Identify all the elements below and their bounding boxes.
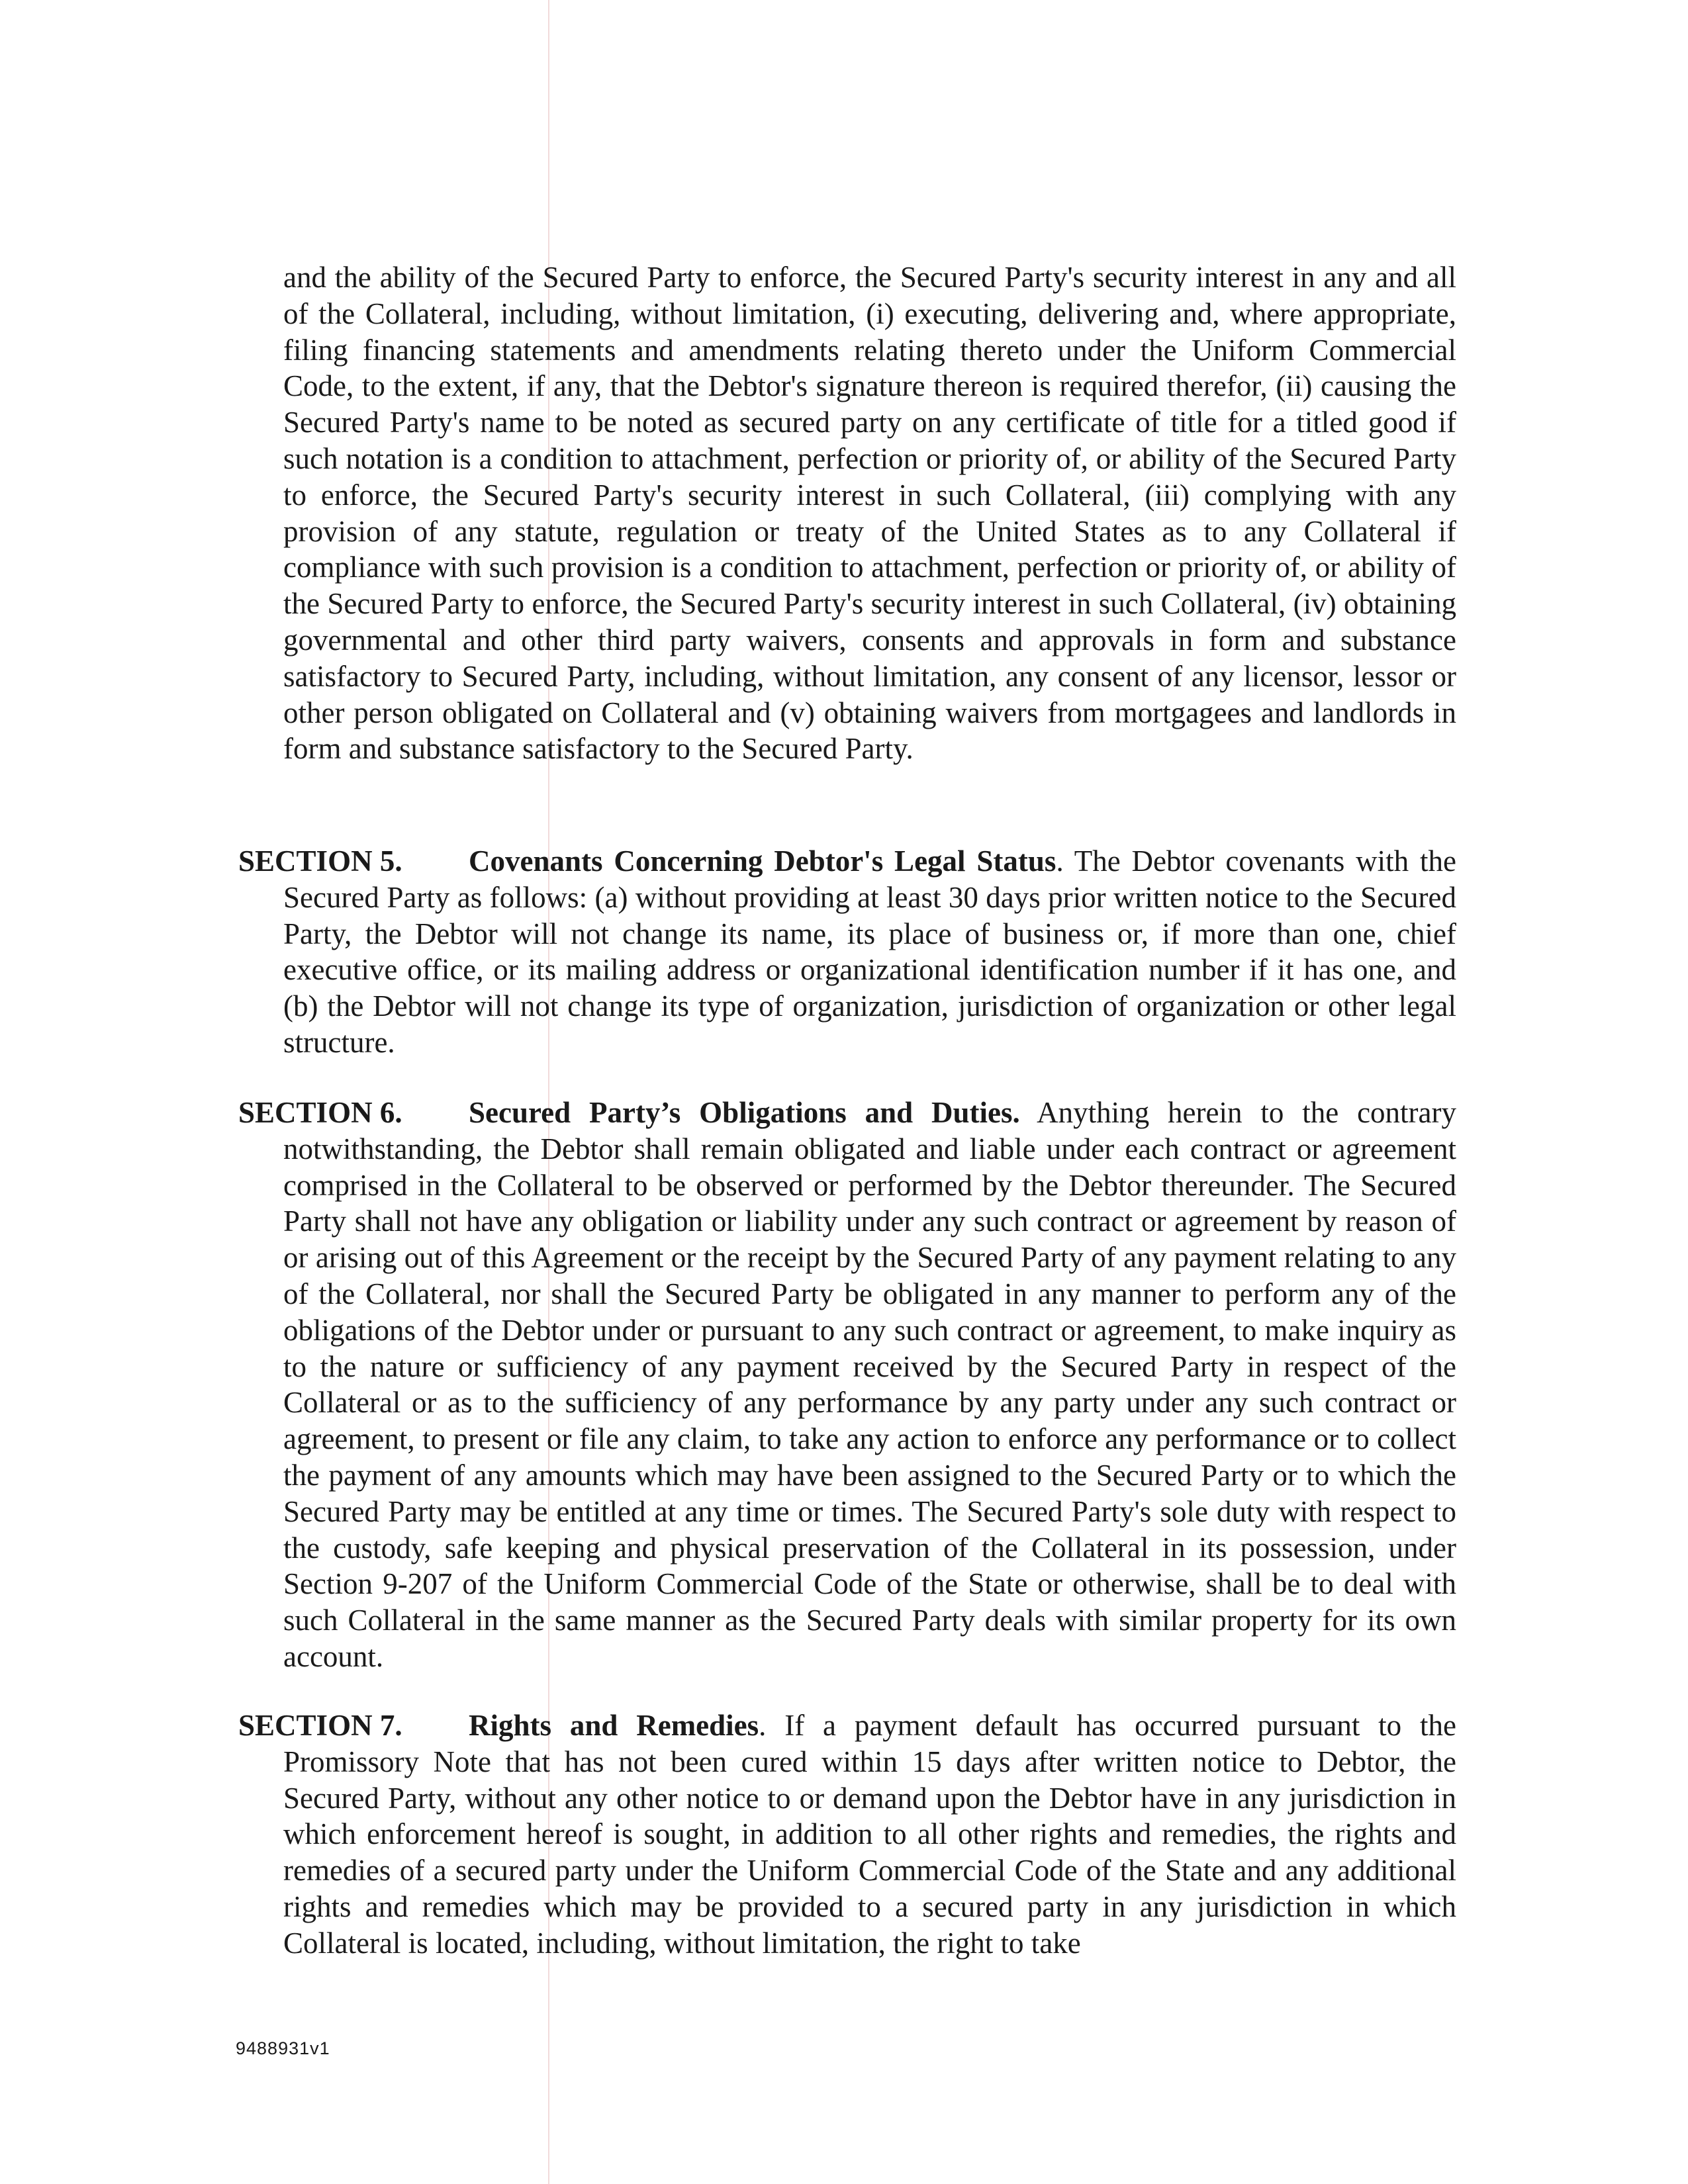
document-id-footer: 9488931v1: [236, 2038, 330, 2058]
section-number: SECTION 5.: [238, 844, 402, 878]
section-5: [238, 843, 1456, 1061]
continuation-paragraph: and the ability of the Secured Party to enforce, the Secured Party's security interest in any and all of the Collateral, including, without limitation, (i) executing, delivering and, where appropriate, filing financing statements and amendments relating thereto under the Uniform Commercial Code, to the extent, if any, that the Debtor's signature thereon is required therefor, (ii) causing the Secured Party's name to be noted as secured party on any certificate of title for a titled good if such notation is a condition to attachment, perfection or priority of, or ability of the Secured Party to enforce, the Secured Party's security interest in such Collateral, (iii) complying with any provision of any statute, regulation or treaty of the United States as to any Collateral if compliance with such provision is a condition to attachment, perfection or priority of, or ability of the Secured Party to enforce, the Secured Party's security interest in such Collateral, (iv) obtaining governmental and other third party waivers, consents and approvals in form and substance satisfactory to Secured Party, including, without limitation, any consent of any licensor, lessor or other person obligated on Collateral and (v) obtaining waivers from mortgagees and landlords in form and substance satisfactory to the Secured Party.: [283, 261, 1456, 766]
section-body: . If a payment default has occurred pursuant to the Promissory Note that has not been cured within 15 days after written notice to Debtor, the Secured Party, without any other notice to or demand upon the Debtor have in any jurisdiction in which enforcement hereof is sought, in addition to all other rights and remedies, the rights and remedies of a secured party under the Uniform Commercial Code of the State and any additional rights and remedies which may be provided to a secured party in any jurisdiction in which Collateral is located, including, without limitation, the right to take: [283, 1709, 1456, 1960]
section-body: . The Debtor covenants with the Secured Party as follows: (a) without providing at least 30 days prior written notice to the Secured Party, the Debtor will not change its name, its place of business or, if more than one, chief executive office, or its mailing address or organizational identification number if it has one, and (b) the Debtor will not change its type of organization, jurisdiction of organization or other legal structure.: [283, 844, 1456, 1059]
section-body: Anything herein to the contrary notwithstanding, the Debtor shall remain obligated and liable under each contract or agreement comprised in the Collateral to be observed or performed by the Debtor thereunder. The Secured Party shall not have any obligation or liability under any such contract or agreement by reason of or arising out of this Agreement or the receipt by the Secured Party of any payment relating to any of the Collateral, nor shall the Secured Party be obligated in any manner to perform any of the obligations of the Debtor under or pursuant to any such contract or agreement, to make inquiry as to the nature or sufficiency of any payment received by the Secured Party in respect of the Collateral or as to the sufficiency of any performance by any party under any such contract or agreement, to present or file any claim, to take any action to enforce any performance or to collect the payment of any amounts which may have been assigned to the Secured Party or to which the Secured Party may be entitled at any time or times. The Secured Party's sole duty with respect to the custody, safe keeping and physical preservation of the Collateral in its possession, under Section 9-207 of the Uniform Commercial Code of the State or otherwise, shall be to deal with such Collateral in the same manner as the Secured Party deals with similar property for its own account.: [283, 1096, 1457, 1673]
section-7: [238, 1707, 1456, 1962]
section-title: Covenants Concerning Debtor's Legal Status: [469, 844, 1056, 878]
section-number: SECTION 6.: [238, 1096, 402, 1129]
section-title: Secured Party’s Obligations and Duties.: [469, 1096, 1020, 1129]
section-6: [238, 1095, 1456, 1675]
section-title: Rights and Remedies: [469, 1709, 759, 1742]
section-number: SECTION 7.: [238, 1709, 402, 1742]
